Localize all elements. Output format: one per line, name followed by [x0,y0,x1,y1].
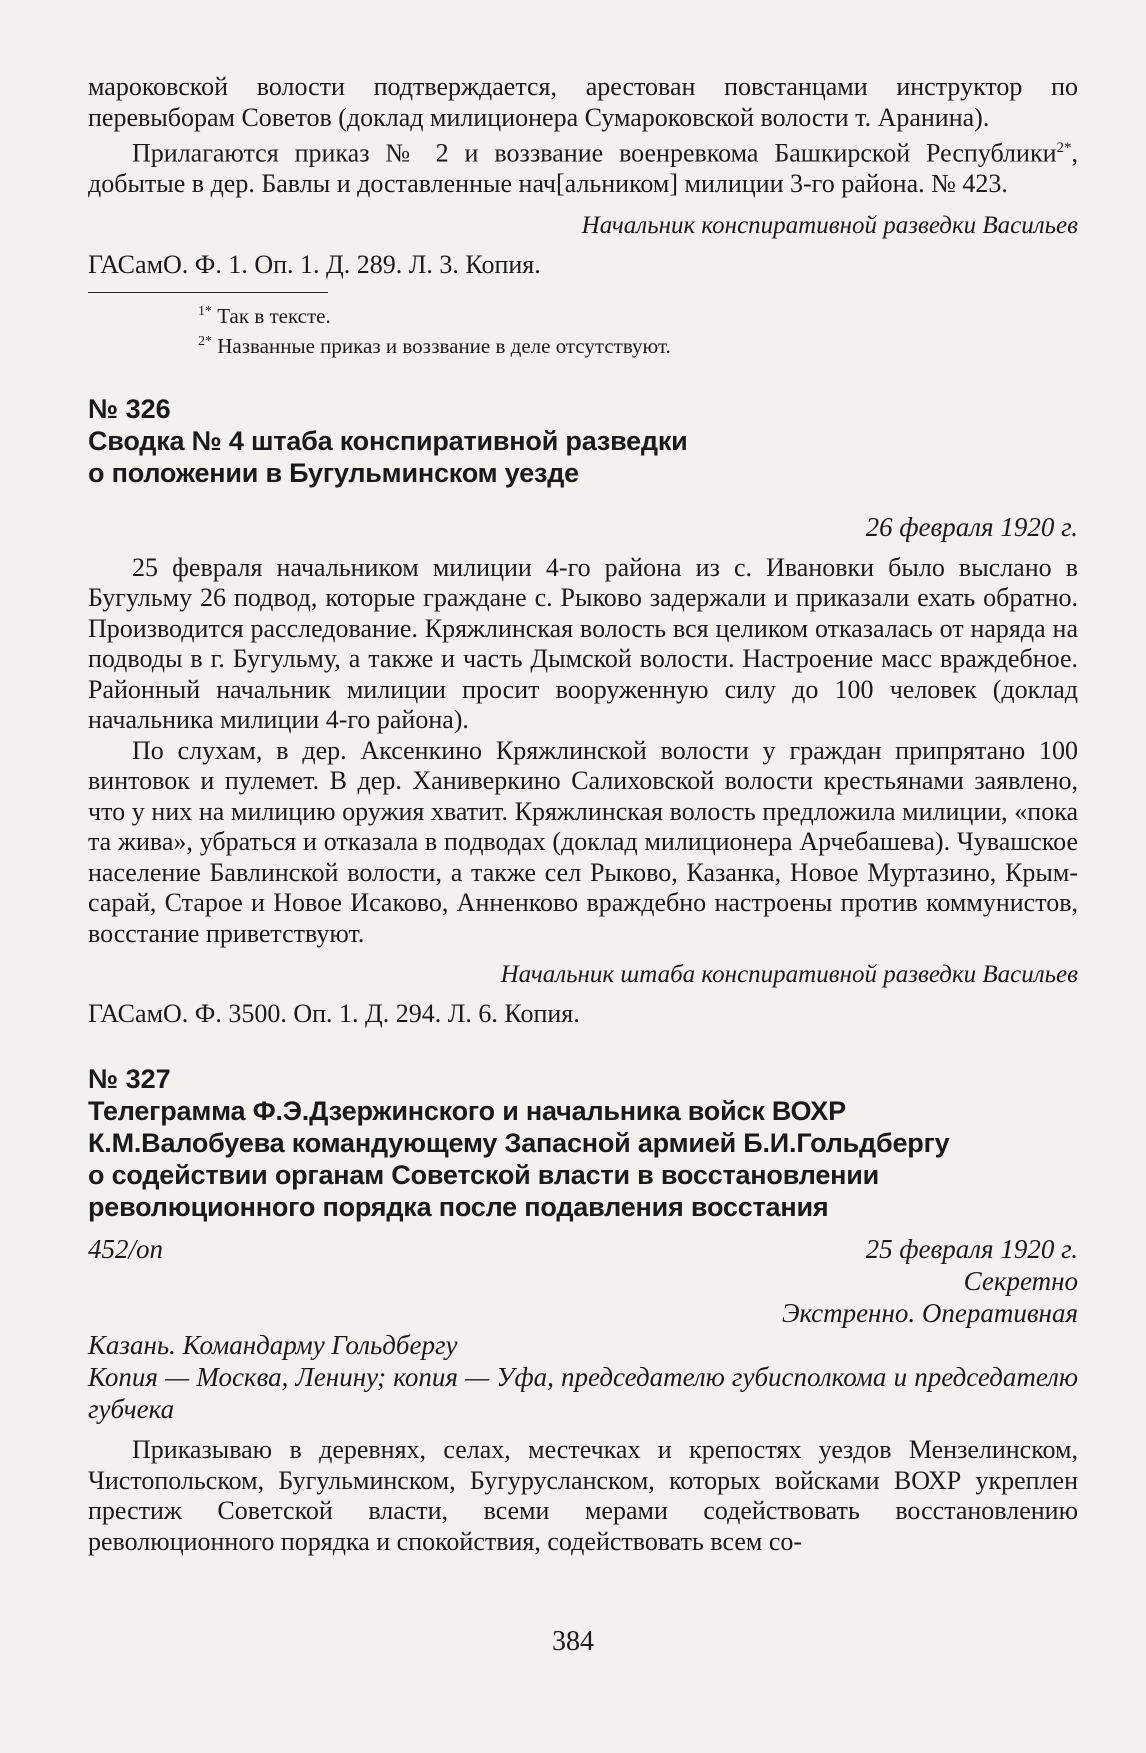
archive-source-1: ГАСамО. Ф. 1. Оп. 1. Д. 289. Л. 3. Копия. [88,249,541,279]
doc-number-326: № 326 [88,393,171,424]
doc-title-327-line-4: революционного порядка после подавления восстания [88,1192,829,1223]
continuation-paragraph: мароковской волости подтверждается, арестован повстанцами инструктор по перевыборам Советов (доклад милиционера Сумароковской волости т. Аранина). [88,72,1078,132]
doc-327-reference: 452/оп [88,1234,164,1265]
footnote-mark-1: 1* [198,303,212,319]
footnote-2 [88,329,1078,359]
doc-number-327: № 327 [88,1064,171,1095]
doc-title-326-line-2: о положении в Бугульминском уезде [88,457,580,488]
doc-327-meta-row [88,1233,1078,1265]
doc-327-paragraph-1: Приказываю в деревнях, селах, местечках и крепостях уездов Мензелинском, Чистопольском, Бугульминском, Бугурусланском, которых войсками ВОХР укреплен престиж Советской власти, всеми мерами содействовать восстановлению революционного порядка и спокойствия, содействовать всем со- [88,1435,1078,1556]
footnote-divider [88,292,328,293]
attachment-text-start: Прилагаются приказ № 2 и воззвание военревкома Башкирской Республики [132,138,1057,168]
footnote-ref: 2* [1056,140,1072,156]
doc-title-327-line-3: о содействии органам Советской власти в восстановлении [88,1160,880,1191]
doc-title-327-line-1: Телеграмма Ф.Э.Дзержинского и начальника войск ВОХР [88,1096,846,1127]
footnote-text-1: Так в тексте. [217,303,331,328]
secrecy-mark: Секретно [963,1266,1078,1297]
addressee: Казань. Командарму Гольдбергу [88,1330,458,1361]
footnote-1 [88,299,1078,329]
doc-title-326-line-1: Сводка № 4 штаба конспиративной разведки [88,425,688,456]
attachment-paragraph [88,133,1078,200]
signature-1: Начальник конспиративной разведки Васильев [581,211,1078,239]
doc-title-327-line-2: К.М.Валобуева командующему Запасной армией Б.И.Гольдбергу [88,1128,950,1159]
doc-326-paragraph-1: 25 февраля начальником милиции 4-го района из с. Ивановки было выслано в Бугульму 26 подвод, которые граждане с. Рыково задержали и приказали ехать обратно. Производится расследование. Кряжлинская волость вся целиком отказалась от наряда на подводы в г. Бугульму, а также и часть Дымской волости. Настроение масс враждебное. Районный начальник милиции просит вооруженную силу до 100 человек (доклад начальника милиции 4-го района). [88,552,1078,735]
signature-326: Начальник штаба конспиративной разведки Васильев [500,961,1078,989]
doc-date-326: 26 февраля 1920 г. [865,511,1078,542]
footnote-mark-2: 2* [198,333,212,349]
doc-date-327: 25 февраля 1920 г. [865,1234,1078,1265]
attachment-text-end: , добытые в дер. Бавлы и доставленные нач[альником] милиции 3-го района. № 423. [88,138,1078,199]
footnote-text-2: Названные приказ и воззвание в деле отсутствуют. [217,333,671,358]
page-number: 384 [552,1626,594,1657]
copy-recipients: Копия — Москва, Ленину; копия — Уфа, председателю губисполкома и председателю губчека [88,1362,1078,1425]
archive-source-326: ГАСамО. Ф. 3500. Оп. 1. Д. 294. Л. 6. Копия. [88,999,580,1029]
doc-326-paragraph-2: По слухам, в дер. Аксенкино Кряжлинской волости у граждан припрятано 100 винтовок и пулемет. В дер. Ханиверкино Салиховской волости крестьянами заявлено, что у них на милицию оружия хватит. Кряжлинская волость предложила милиции, «пока та жива», убраться и отказала в подводах (доклад милиционера Арчебашева). Чувашское население Бавлинской волости, а также сел Рыково, Казанка, Новое Муртазино, Крым-сарай, Старое и Новое Исаково, Анненково враждебно настроены против коммунистов, восстание приветствуют. [88,735,1078,948]
urgency-mark: Экстренно. Оперативная [781,1298,1078,1329]
